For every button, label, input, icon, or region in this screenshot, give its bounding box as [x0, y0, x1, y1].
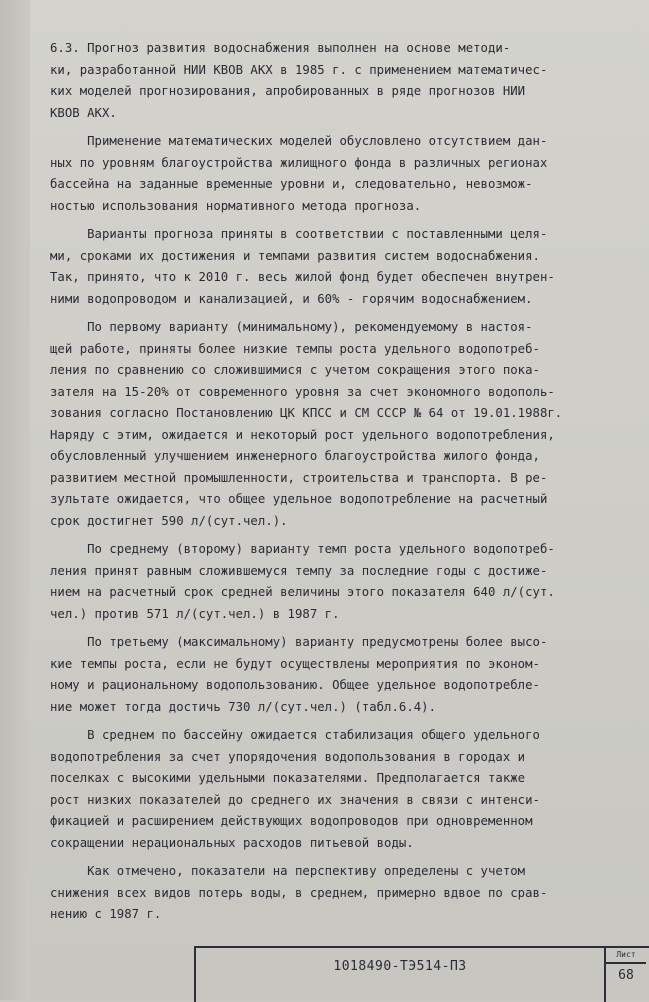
text-line: В среднем по бассейну ожидается стабилизация общего удельного — [50, 728, 540, 742]
text-line: По среднему (второму) варианту темп роста удельного водопотреб- — [50, 542, 555, 556]
text-line: ки, разработанной НИИ КВОВ АКХ в 1985 г. с применением математичес- — [50, 62, 548, 77]
text-line: зателя на 15-20% от современного уровня за счет экономного водополь- — [50, 384, 555, 399]
text-line: водопотребления за счет упорядочения водопользования в городах и — [50, 749, 526, 764]
text-line: зования согласно Постановлению ЦК КПСС и СМ СССР № 64 от 19.01.1988г. — [50, 406, 563, 420]
paragraph-variants — [50, 224, 626, 310]
text-line: сокращении нерациональных расходов питьевой воды. — [50, 835, 414, 850]
text-line: срок достигнет 590 л/(сут.чел.). — [50, 513, 288, 528]
text-line: По первому варианту (минимальному), рекомендуемому в настоя- — [50, 320, 533, 334]
text-line: нению с 1987 г. — [50, 907, 162, 921]
text-line: Как отмечено, показатели на перспективу определены с учетом — [50, 864, 526, 878]
text-line: рост низких показателей до среднего их значения в связи с интенси- — [50, 792, 540, 807]
paragraph-second-variant — [50, 539, 626, 625]
text-line: ностью использования нормативного метода прогноза. — [50, 198, 422, 213]
text-line: снижения всех видов потерь воды, в среднем, примерно вдвое по срав- — [50, 885, 548, 900]
text-line: зультате ожидается, что общее удельное водопотребление на расчетный — [50, 492, 548, 506]
text-line: фикацией и расширением действующих водопроводов при одновременном — [50, 814, 533, 828]
text-line: поселках с высокими удельными показателями. Предполагается также — [50, 771, 526, 785]
text-line: КВОВ АКХ. — [50, 105, 117, 120]
text-line: ние может тогда достичь 730 л/(сут.чел.) (табл.6.4). — [50, 699, 437, 714]
text-line: чел.) против 571 л/(сут.чел.) в 1987 г. — [50, 606, 340, 621]
text-line: ному и рациональному водопользованию. Общее удельное водопотребле- — [50, 678, 540, 692]
paragraph-basin-average — [50, 725, 626, 854]
text-line: обусловленный улучшением инженерного благоустройства жилого фонда, — [50, 449, 540, 463]
text-line: Применение математических моделей обусловлено отсутствием дан- — [50, 134, 548, 148]
text-line: По третьему (максимальному) варианту предусмотрены более высо- — [50, 635, 548, 649]
paragraph-losses — [50, 861, 626, 926]
text-line: ления принят равным сложившемуся темпу за последние годы с достиже- — [50, 563, 548, 578]
paragraph-6-3 — [50, 38, 626, 124]
text-line: ления по сравнению со сложившимися с учетом сокращения этого пока- — [50, 363, 540, 377]
text-line: ми, сроками их достижения и темпами развития систем водоснабжения. — [50, 248, 540, 263]
text-line: бассейна на заданные временные уровни и, следовательно, невозмож- — [50, 177, 533, 191]
text-line: щей работе, приняты более низкие темпы роста удельного водопотреб- — [50, 341, 540, 356]
paragraph-first-variant — [50, 317, 626, 532]
sheet-number-cell — [604, 948, 646, 1002]
text-line: 6.3. Прогноз развития водоснабжения выполнен на основе методи- — [50, 41, 511, 55]
text-line: Наряду с этим, ожидается и некоторый рост удельного водопотребления, — [50, 427, 555, 442]
text-line: Варианты прогноза приняты в соответствии с поставленными целя- — [50, 227, 548, 241]
sheet-label: Лист — [606, 948, 646, 964]
text-line: развитием местной промышленности, строительства и транспорта. В ре- — [50, 470, 548, 485]
body-text — [50, 38, 626, 933]
document-code: 1018490-ТЭ514-ПЗ — [333, 959, 467, 974]
page-edge-shadow — [0, 0, 30, 1000]
text-line: ных по уровням благоустройства жилищного фонда в различных регионах — [50, 155, 548, 170]
title-block-stamp — [194, 946, 649, 1002]
paragraph-models — [50, 131, 626, 217]
text-line: ними водопроводом и канализацией, и 60% - горячим водоснабжением. — [50, 291, 533, 306]
sheet-number: 68 — [618, 968, 634, 983]
text-line: нием на расчетный срок средней величины этого показателя 640 л/(сут. — [50, 585, 555, 599]
text-line: ких моделей прогнозирования, апробированных в ряде прогнозов НИИ — [50, 84, 526, 98]
text-line: кие темпы роста, если не будут осуществлены мероприятия по эконом- — [50, 656, 540, 671]
text-line: Так, принято, что к 2010 г. весь жилой фонд будет обеспечен внутрен- — [50, 270, 555, 284]
paragraph-third-variant — [50, 632, 626, 718]
